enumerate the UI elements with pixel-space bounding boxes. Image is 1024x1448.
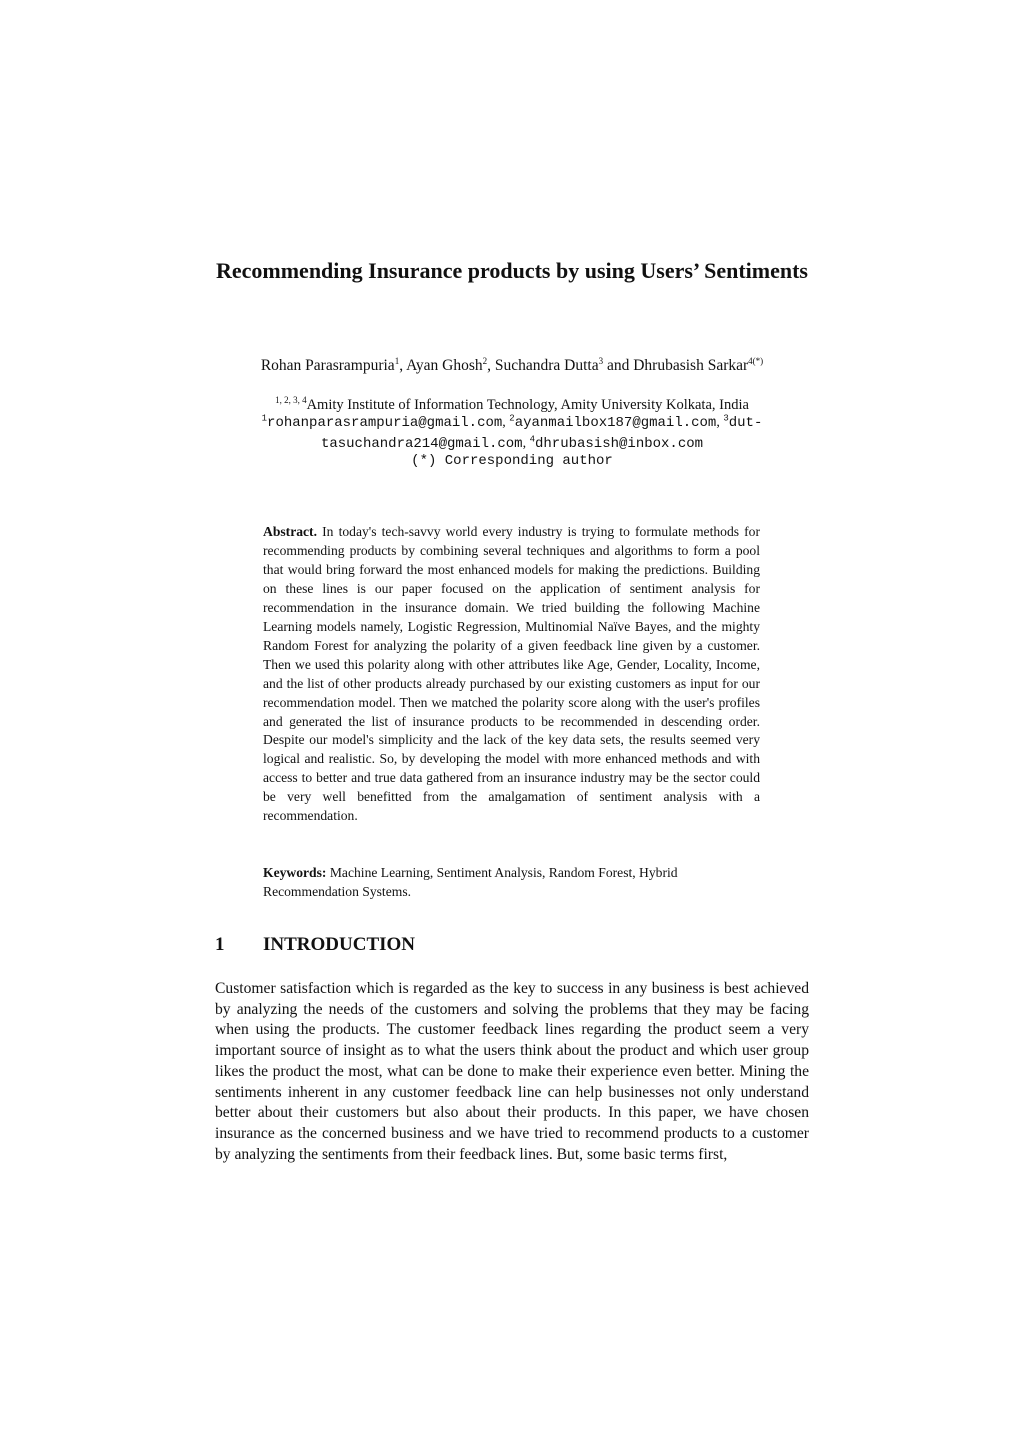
- email-address: dut-tasuchandra214@gmail.com: [320, 415, 763, 452]
- author-separator: ,: [399, 357, 407, 374]
- author-affiliation-mark: 4(*): [748, 355, 764, 366]
- email-mark: 1: [261, 413, 268, 424]
- affiliation-text: Amity Institute of Information Technology, Amity University Kolkata, India: [306, 397, 749, 413]
- author-affiliation-mark: 3: [598, 355, 604, 366]
- corresponding-author-note: (*) Corresponding author: [411, 453, 613, 469]
- abstract-text: In today's tech-savvy world every industry is trying to formulate methods for recommending products by combining several techniques and algorithms to form a pool that would bring forward the most enhanced models for making the predictions. Building on these lines is our paper focused on the application of sentiment analysis for recommendation in the insurance domain. We tried building the following Machine Learning models namely, Logistic Regression, Multinomial Naïve Bayes, and the mighty Random Forest for analyzing the polarity of a given feedback line given by a customer. Then we used this polarity along with other attributes like Age, Gender, Locality, Income, and the list of other products already purchased by our existing customers as input for our recommendation model. Then we matched the polarity score along with the user's profiles and generated the list of insurance products to be recommended in descending order. Despite our model's simplicity and the lack of the key data sets, the results seemed very logical and realistic. So, by developing the model with more enhanced methods and with access to better and true data gathered from an insurance industry may be the sector could be very well benefitted from the amalgamation of sentiment analysis with a recommendation.: [263, 524, 761, 824]
- email-list: $^1$rohanparasrampuria@gmail.com, $^2$ayanmailbox187@gmail.com, $^3$dut-tasuchandra214@gmail.com, $^4$dhrubasish@inbox.com: [261, 413, 763, 452]
- email-address: rohanparasrampuria@gmail.com: [267, 415, 503, 431]
- author-affiliation-mark: 1: [394, 355, 400, 366]
- author-affiliation-mark: 2: [482, 355, 488, 366]
- email-address: dhrubasish@inbox.com: [535, 435, 704, 452]
- abstract-label: Abstract.: [263, 524, 317, 539]
- email-mark: 4: [529, 433, 535, 444]
- introduction-paragraph: Customer satisfaction which is regarded as the key to success in any business is best achieved by analyzing the needs of the customers and solving the problems that they may be facing when using the products. The customer feedback lines regarding the product seem a very important source of insight as to what the users think about the product and which user group likes the product the most, what can be done to make their experience even better. Mining the sentiments inherent in any customer feedback line can help businesses not only understand better about their customers but also about their products. In this paper, we have chosen insurance as the concerned business and we have tried to recommend products to a customer by analyzing the sentiments from their feedback lines. But, some basic terms first,: [215, 980, 809, 1163]
- section-heading: [215, 933, 415, 957]
- email-address: ayanmailbox187@gmail.com: [514, 415, 717, 431]
- author-separator: and: [603, 357, 634, 374]
- abstract: [263, 523, 760, 826]
- section-number: 1: [215, 934, 225, 955]
- author-name: Rohan Parasrampuria: [260, 357, 395, 374]
- author-separator: ,: [487, 357, 495, 374]
- author-name: Suchandra Dutta: [494, 357, 599, 374]
- paper-title: Recommending Insurance products by using Users’ Sentiments: [215, 258, 808, 283]
- author-name: Dhrubasish Sarkar: [633, 357, 749, 374]
- keywords-text: Machine Learning, Sentiment Analysis, Random Forest, Hybrid Recommendation Systems.: [263, 865, 678, 899]
- email-mark: 2: [509, 413, 515, 424]
- author-name: Ayan Ghosh: [406, 357, 483, 374]
- section-title: INTRODUCTION: [263, 934, 416, 955]
- author-list: [150, 355, 874, 377]
- email-mark: 3: [723, 413, 729, 424]
- keywords-label: Keywords:: [263, 865, 327, 880]
- keywords: [263, 864, 760, 902]
- affiliation-marks: 1, 2, 3, 4: [275, 395, 307, 406]
